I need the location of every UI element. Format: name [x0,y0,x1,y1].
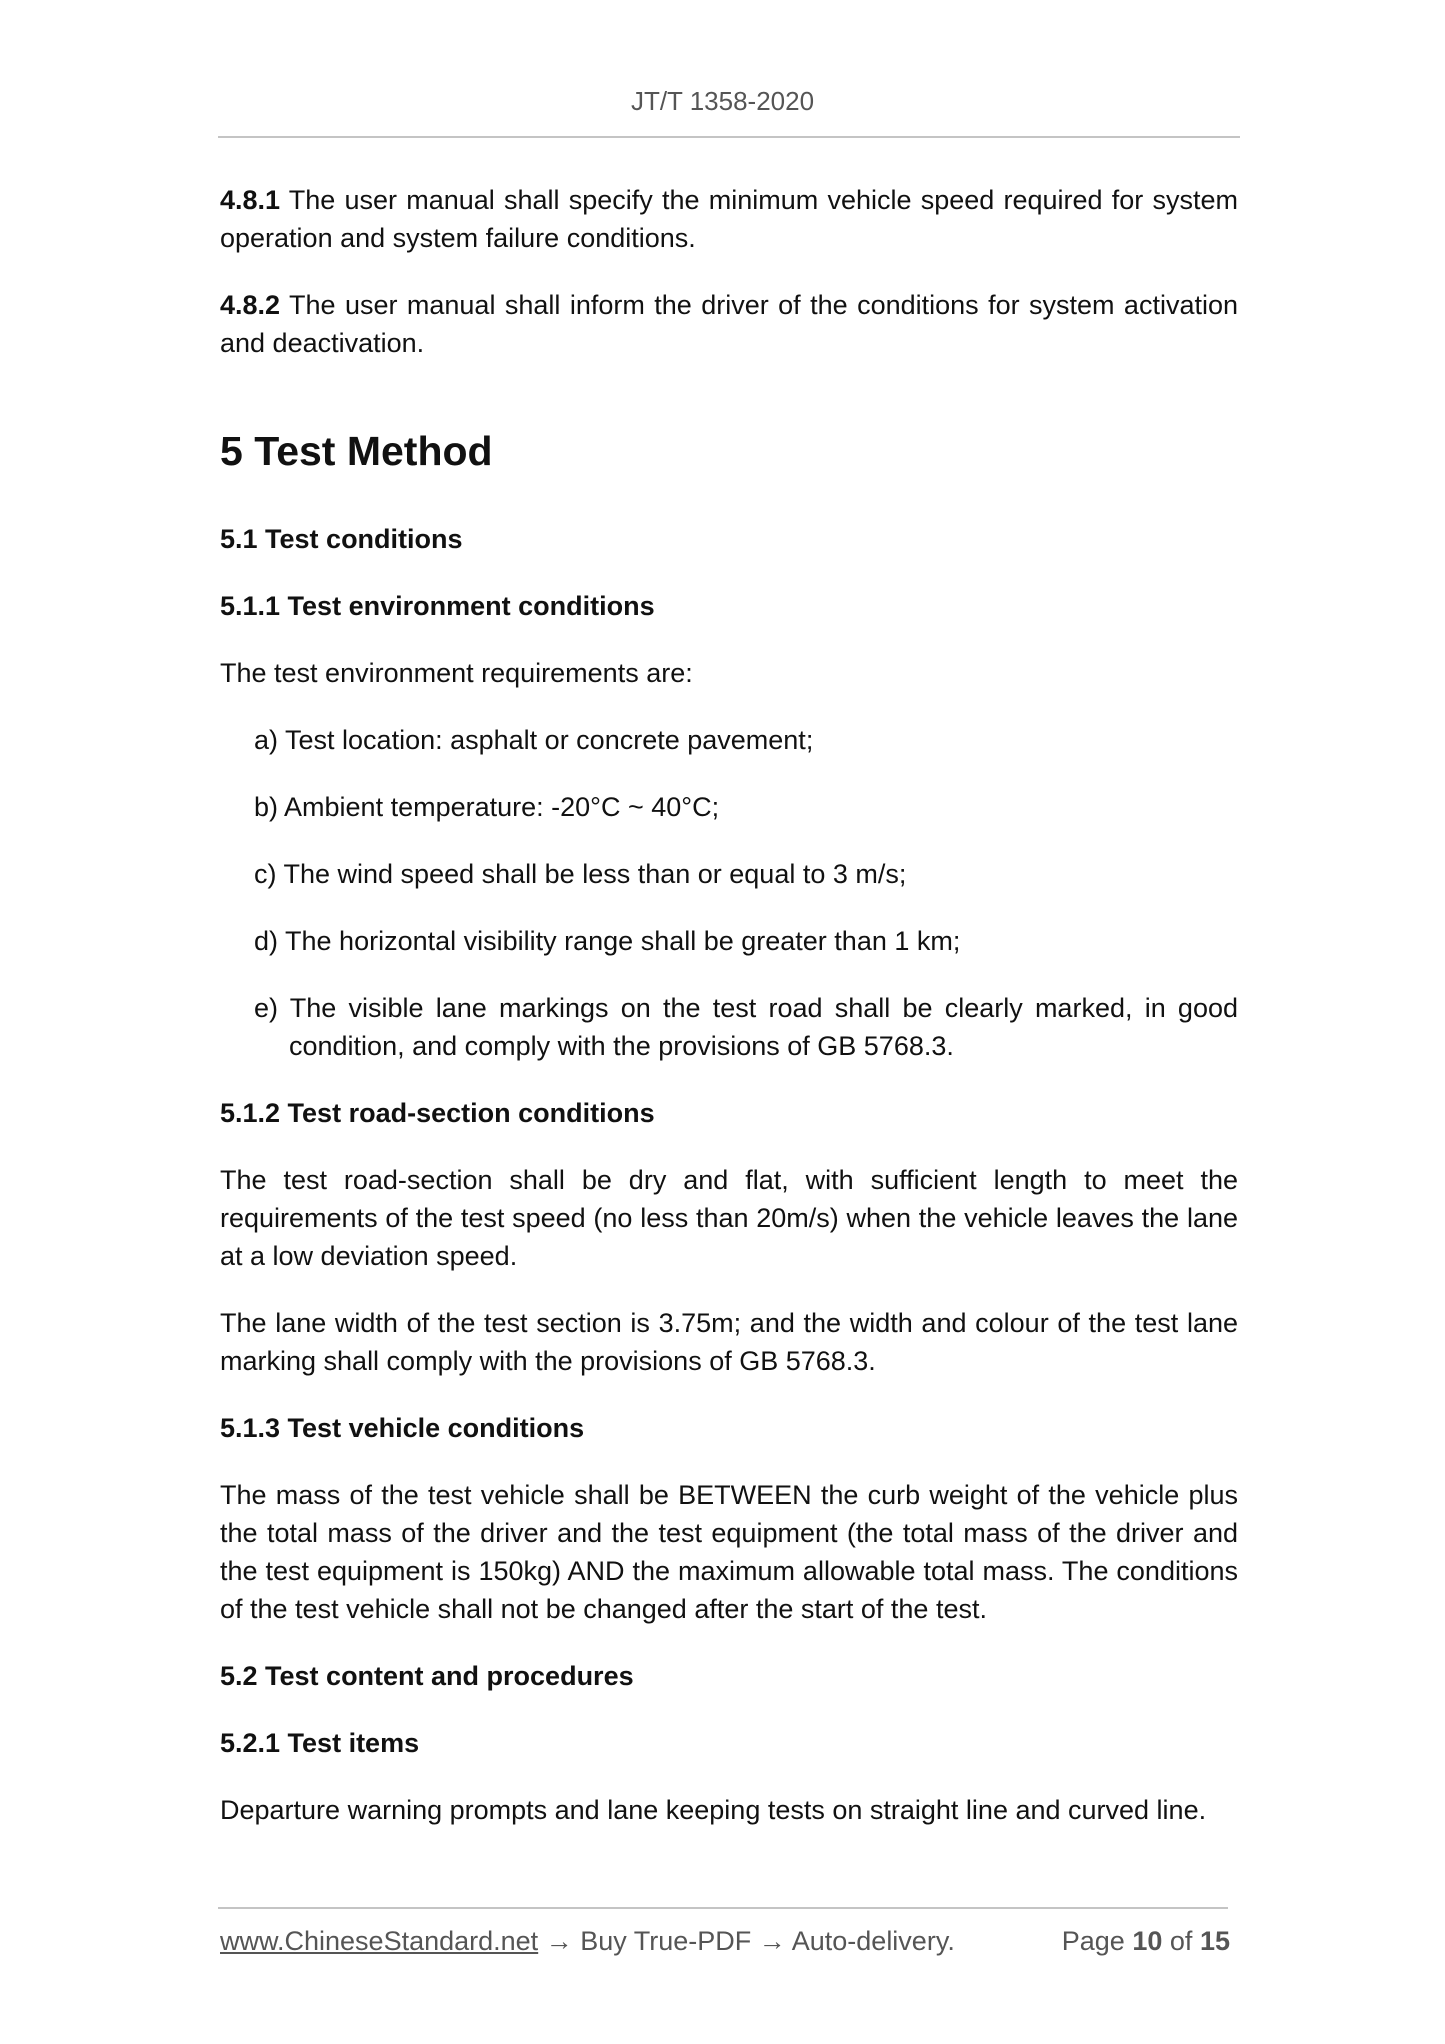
environment-intro: The test environment requirements are: [220,658,693,688]
clause-text: The user manual shall inform the driver of the conditions for system activation and deactivation. [220,290,1238,358]
section-5-2-heading: 5.2 Test content and procedures [220,1661,634,1691]
footer-divider [218,1907,1228,1909]
total-pages: 15 [1199,1926,1230,1956]
list-item: d) The horizontal visibility range shall be greater than 1 km; [254,926,961,956]
clause-4-8-2 [220,286,1238,362]
of-label: of [1169,1926,1193,1956]
clause-number: 4.8.1 [220,185,281,215]
website-link[interactable]: www.ChineseStandard.net [220,1926,539,1956]
footer-promo [220,1922,955,1960]
clause-4-8-1 [220,181,1238,257]
current-page: 10 [1132,1926,1163,1956]
list-item: b) Ambient temperature: -20°C ~ 40°C; [254,792,720,822]
section-5-title: 5 Test Method [220,428,493,474]
list-item: c) The wind speed shall be less than or equal to 3 m/s; [254,859,907,889]
lane-width-paragraph: The lane width of the test section is 3.75m; and the width and colour of the test lane marking shall comply with the provisions of GB 5768.3. [220,1308,1238,1376]
road-section-paragraph: The test road-section shall be dry and flat, with sufficient length to meet the requirements of the test speed (no less than 20m/s) when the vehicle leaves the lane at a low deviation speed. [220,1165,1238,1271]
document-code-header: JT/T 1358-2020 [630,86,815,116]
section-5-1-1-heading: 5.1.1 Test environment conditions [220,591,655,621]
clause-number: 4.8.2 [220,290,281,320]
clause-text: The user manual shall specify the minimum vehicle speed required for system operation and system failure conditions. [220,185,1238,253]
page-content [220,181,1238,1858]
section-5-2-1-heading: 5.2.1 Test items [220,1728,420,1758]
vehicle-conditions-paragraph: The mass of the test vehicle shall be BETWEEN the curb weight of the vehicle plus the total mass of the driver and the test equipment (the total mass of the driver and the test equipment is 150kg) AND the maximum allowable total mass. The conditions of the test vehicle shall not be changed after the start of the test. [220,1480,1238,1624]
list-item: a) Test location: asphalt or concrete pavement; [254,725,814,755]
page-label: Page [1061,1926,1125,1956]
section-5-1-heading: 5.1 Test conditions [220,524,463,554]
header-divider [218,136,1240,138]
page-number [1062,1922,1230,1960]
section-5-1-2-heading: 5.1.2 Test road-section conditions [220,1098,655,1128]
list-item: e) The visible lane markings on the test road shall be clearly marked, in good condition, and comply with the provisions of GB 5768.3. [254,993,1238,1061]
section-5-1-3-heading: 5.1.3 Test vehicle conditions [220,1413,585,1443]
footer-promo-text: → Buy True-PDF → Auto-delivery. [538,1926,955,1956]
test-items-paragraph: Departure warning prompts and lane keeping tests on straight line and curved line. [220,1795,1207,1825]
